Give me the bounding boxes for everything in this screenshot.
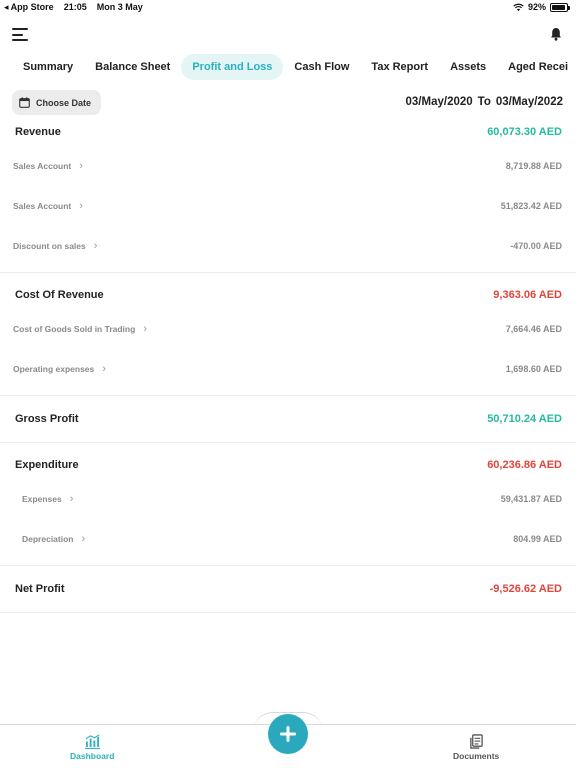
tab-aged-receivables[interactable]: Aged Recei (508, 61, 569, 73)
documents-icon (469, 734, 484, 749)
nav-dashboard-label: Dashboard (70, 751, 115, 761)
item-label: Discount on sales (13, 241, 86, 251)
date-from: 03/May/2020 (405, 96, 473, 108)
list-item-expenses[interactable] (0, 479, 576, 519)
nav-documents[interactable] (453, 734, 499, 761)
item-value: 59,431.87 AED (500, 494, 562, 504)
item-label: Sales Account (13, 161, 72, 171)
item-label: Expenses (22, 494, 62, 504)
chevron-right-icon: › (102, 363, 106, 375)
tab-summary[interactable]: Summary (23, 61, 74, 73)
item-value: 804.99 AED (513, 534, 562, 544)
item-value: -470.00 AED (510, 241, 562, 251)
list-item-depreciation[interactable] (0, 519, 576, 559)
status-time: 21:05 (63, 2, 87, 12)
battery-icon (550, 3, 568, 12)
plus-icon (278, 724, 298, 744)
back-to-app-store[interactable]: ◂ App Store (4, 2, 54, 12)
section-gross-profit (0, 396, 576, 443)
section-header (0, 451, 576, 479)
section-title: Revenue (15, 126, 61, 138)
item-label-wrap (22, 533, 85, 545)
tab-assets[interactable]: Assets (450, 61, 487, 73)
list-item-discount-on-sales[interactable] (0, 226, 576, 266)
tab-profit-and-loss[interactable]: Profit and Loss (181, 54, 283, 80)
date-to-word: To (477, 96, 491, 108)
item-label: Depreciation (22, 534, 74, 544)
section-total: 60,236.86 AED (487, 459, 562, 471)
chevron-right-icon: › (93, 240, 98, 252)
choose-date-button[interactable] (12, 90, 101, 115)
item-label-wrap (13, 323, 147, 335)
profit-loss-report (0, 118, 576, 613)
section-expenditure (0, 443, 576, 566)
section-header (0, 118, 576, 146)
battery-fill (552, 5, 565, 10)
tab-tax-report[interactable]: Tax Report (371, 61, 429, 73)
status-bar (0, 0, 576, 16)
section-header (0, 281, 576, 309)
status-right (513, 2, 568, 12)
section-title: Expenditure (15, 459, 79, 471)
section-total: -9,526.62 AED (489, 583, 562, 595)
chevron-right-icon: › (143, 323, 147, 335)
choose-date-label: Choose Date (36, 97, 92, 108)
item-label-wrap (13, 240, 97, 252)
menu-icon[interactable] (12, 28, 28, 41)
section-cost-of-revenue (0, 273, 576, 396)
item-label: Sales Account (13, 201, 72, 211)
item-label: Operating expenses (13, 364, 95, 374)
list-item-sales-account-1[interactable] (0, 146, 576, 186)
calendar-icon (19, 97, 30, 108)
tab-balance-sheet[interactable]: Balance Sheet (95, 61, 171, 73)
section-title: Net Profit (15, 583, 65, 595)
item-value: 51,823.42 AED (500, 201, 562, 211)
date-row (0, 90, 576, 116)
section-header (0, 396, 576, 442)
top-bar (0, 22, 576, 48)
date-range (406, 96, 563, 108)
chevron-right-icon: › (69, 493, 74, 505)
section-header (0, 566, 576, 612)
section-revenue (0, 118, 576, 273)
tab-cash-flow[interactable]: Cash Flow (294, 61, 350, 73)
section-net-profit (0, 566, 576, 613)
bar-chart-icon (85, 734, 100, 749)
item-label-wrap (22, 493, 73, 505)
section-title: Gross Profit (15, 413, 79, 425)
item-label-wrap (13, 200, 83, 212)
chevron-right-icon: › (81, 533, 86, 545)
status-date: Mon 3 May (96, 2, 143, 12)
item-value: 7,664.46 AED (505, 324, 562, 334)
item-label-wrap (13, 363, 106, 375)
item-value: 1,698.60 AED (505, 364, 562, 374)
status-left (4, 2, 143, 13)
item-value: 8,719.88 AED (505, 161, 562, 171)
add-button[interactable] (268, 714, 308, 754)
section-total: 60,073.30 AED (487, 126, 562, 138)
chevron-right-icon: › (79, 200, 83, 212)
wifi-icon (513, 3, 524, 12)
battery-percent: 92% (527, 2, 546, 12)
item-label: Cost of Goods Sold in Trading (13, 324, 136, 334)
list-item-sales-account-2[interactable] (0, 186, 576, 226)
section-title: Cost Of Revenue (15, 289, 104, 301)
list-item-cost-of-goods-sold[interactable] (0, 309, 576, 349)
bell-icon[interactable] (550, 27, 562, 41)
item-label-wrap (13, 160, 83, 172)
nav-documents-label: Documents (453, 751, 500, 761)
nav-dashboard[interactable] (70, 734, 114, 761)
report-tabs (0, 53, 576, 81)
chevron-right-icon: › (79, 160, 83, 172)
list-item-operating-expenses[interactable] (0, 349, 576, 389)
section-total: 9,363.06 AED (493, 289, 562, 301)
section-total: 50,710.24 AED (487, 413, 562, 425)
date-to: 03/May/2022 (495, 96, 563, 108)
